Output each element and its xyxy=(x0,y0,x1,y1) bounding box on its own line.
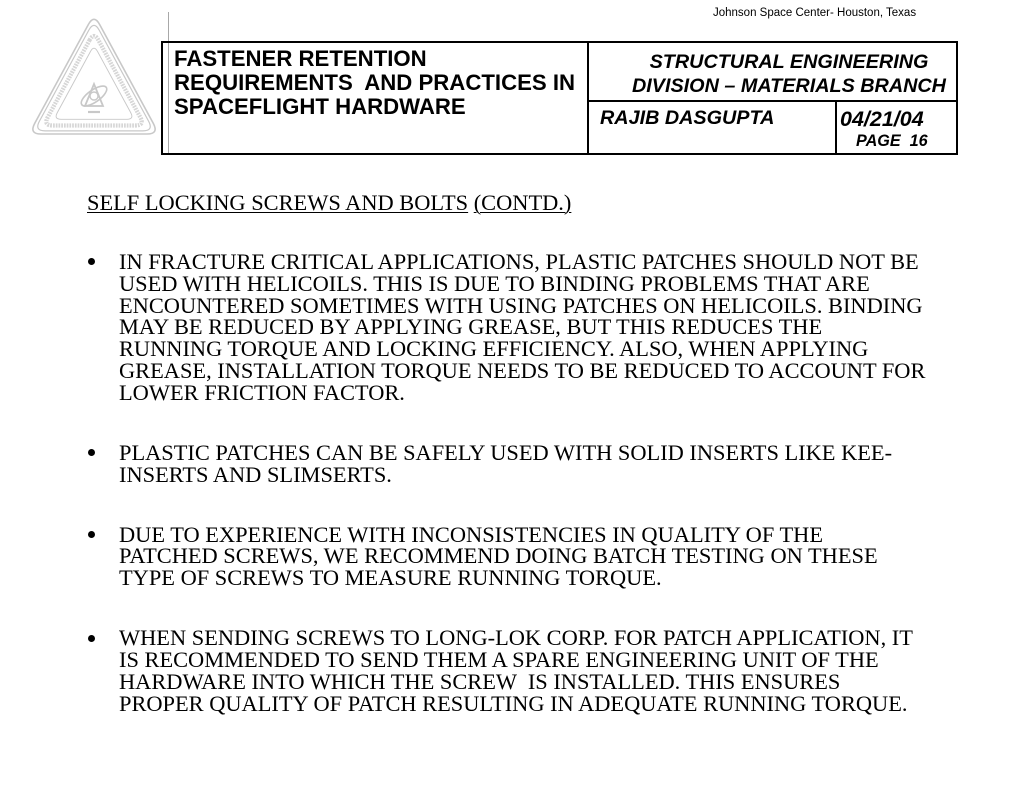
bullet-line: IN FRACTURE CRITICAL APPLICATIONS, PLASTIC PATCHES SHOULD NOT BE xyxy=(119,248,919,274)
title-block-divider xyxy=(835,100,837,155)
bullet-item xyxy=(87,627,947,714)
bullet-line: TYPE OF SCREWS TO MEASURE RUNNING TORQUE. xyxy=(119,565,662,591)
division-name xyxy=(620,50,958,98)
bullet-line: GREASE, INSTALLATION TORQUE NEEDS TO BE REDUCED TO ACCOUNT FOR xyxy=(119,357,926,383)
division-name-line: DIVISION – MATERIALS BRANCH xyxy=(632,75,946,97)
document-title xyxy=(174,47,575,119)
bullet-line: HARDWARE INTO WHICH THE SCREW IS INSTALLED. THIS ENSURES xyxy=(119,668,841,694)
bullet-line: LOWER FRICTION FACTOR. xyxy=(119,379,405,405)
bullet-line: PLASTIC PATCHES CAN BE SAFELY USED WITH SOLID INSERTS LIKE KEE- xyxy=(119,439,893,465)
bullet-line: IS RECOMMENDED TO SEND THEM A SPARE ENGINEERING UNIT OF THE xyxy=(119,646,879,672)
document-title-line: REQUIREMENTS AND PRACTICES IN xyxy=(174,70,576,95)
bullet-line: DUE TO EXPERIENCE WITH INCONSISTENCIES IN QUALITY OF THE xyxy=(119,521,824,547)
section-heading-suffix: (CONTD.) xyxy=(473,190,572,215)
bullet-marker xyxy=(88,531,95,538)
bullet-line: PROPER QUALITY OF PATCH RESULTING IN ADEQUATE RUNNING TORQUE. xyxy=(119,690,908,716)
bullet-marker xyxy=(88,635,95,642)
page-number: PAGE 16 xyxy=(856,132,928,150)
title-block-divider xyxy=(587,100,958,102)
bullet-line: USED WITH HELICOILS. THIS IS DUE TO BINDING PROBLEMS THAT ARE xyxy=(119,270,870,296)
bullet-line: RUNNING TORQUE AND LOCKING EFFICIENCY. ALSO, WHEN APPLYING xyxy=(119,336,869,362)
bullet-marker xyxy=(88,258,95,265)
bullet-item xyxy=(87,439,947,487)
bullet-line: MAY BE REDUCED BY APPLYING GREASE, BUT THIS REDUCES THE xyxy=(119,314,823,340)
bullet-line: WHEN SENDING SCREWS TO LONG-LOK CORP. FOR PATCH APPLICATION, IT xyxy=(119,625,913,651)
triangular-seal-icon xyxy=(25,10,165,144)
section-heading xyxy=(87,192,947,214)
location-text: Johnson Space Center- Houston, Texas xyxy=(713,7,917,19)
bullet-marker xyxy=(88,449,95,456)
document-date: 04/21/04 xyxy=(840,107,924,131)
author-name: RAJIB DASGUPTA xyxy=(600,107,775,129)
bullet-item xyxy=(87,248,947,405)
document-title-line: FASTENER RETENTION xyxy=(174,46,427,71)
division-name-line: STRUCTURAL ENGINEERING xyxy=(649,51,929,73)
document-title-line: SPACEFLIGHT HARDWARE xyxy=(174,94,466,119)
bullet-item xyxy=(87,521,947,591)
bullet-line: PATCHED SCREWS, WE RECOMMEND DOING BATCH TESTING ON THESE xyxy=(119,543,878,569)
slide-body xyxy=(87,192,947,714)
bullet-line: INSERTS AND SLIMSERTS. xyxy=(119,461,392,487)
section-heading-title: SELF LOCKING SCREWS AND BOLTS xyxy=(87,190,469,215)
title-block-divider xyxy=(587,41,589,155)
bullet-line: ENCOUNTERED SOMETIMES WITH USING PATCHES ON HELICOILS. BINDING xyxy=(119,292,923,318)
